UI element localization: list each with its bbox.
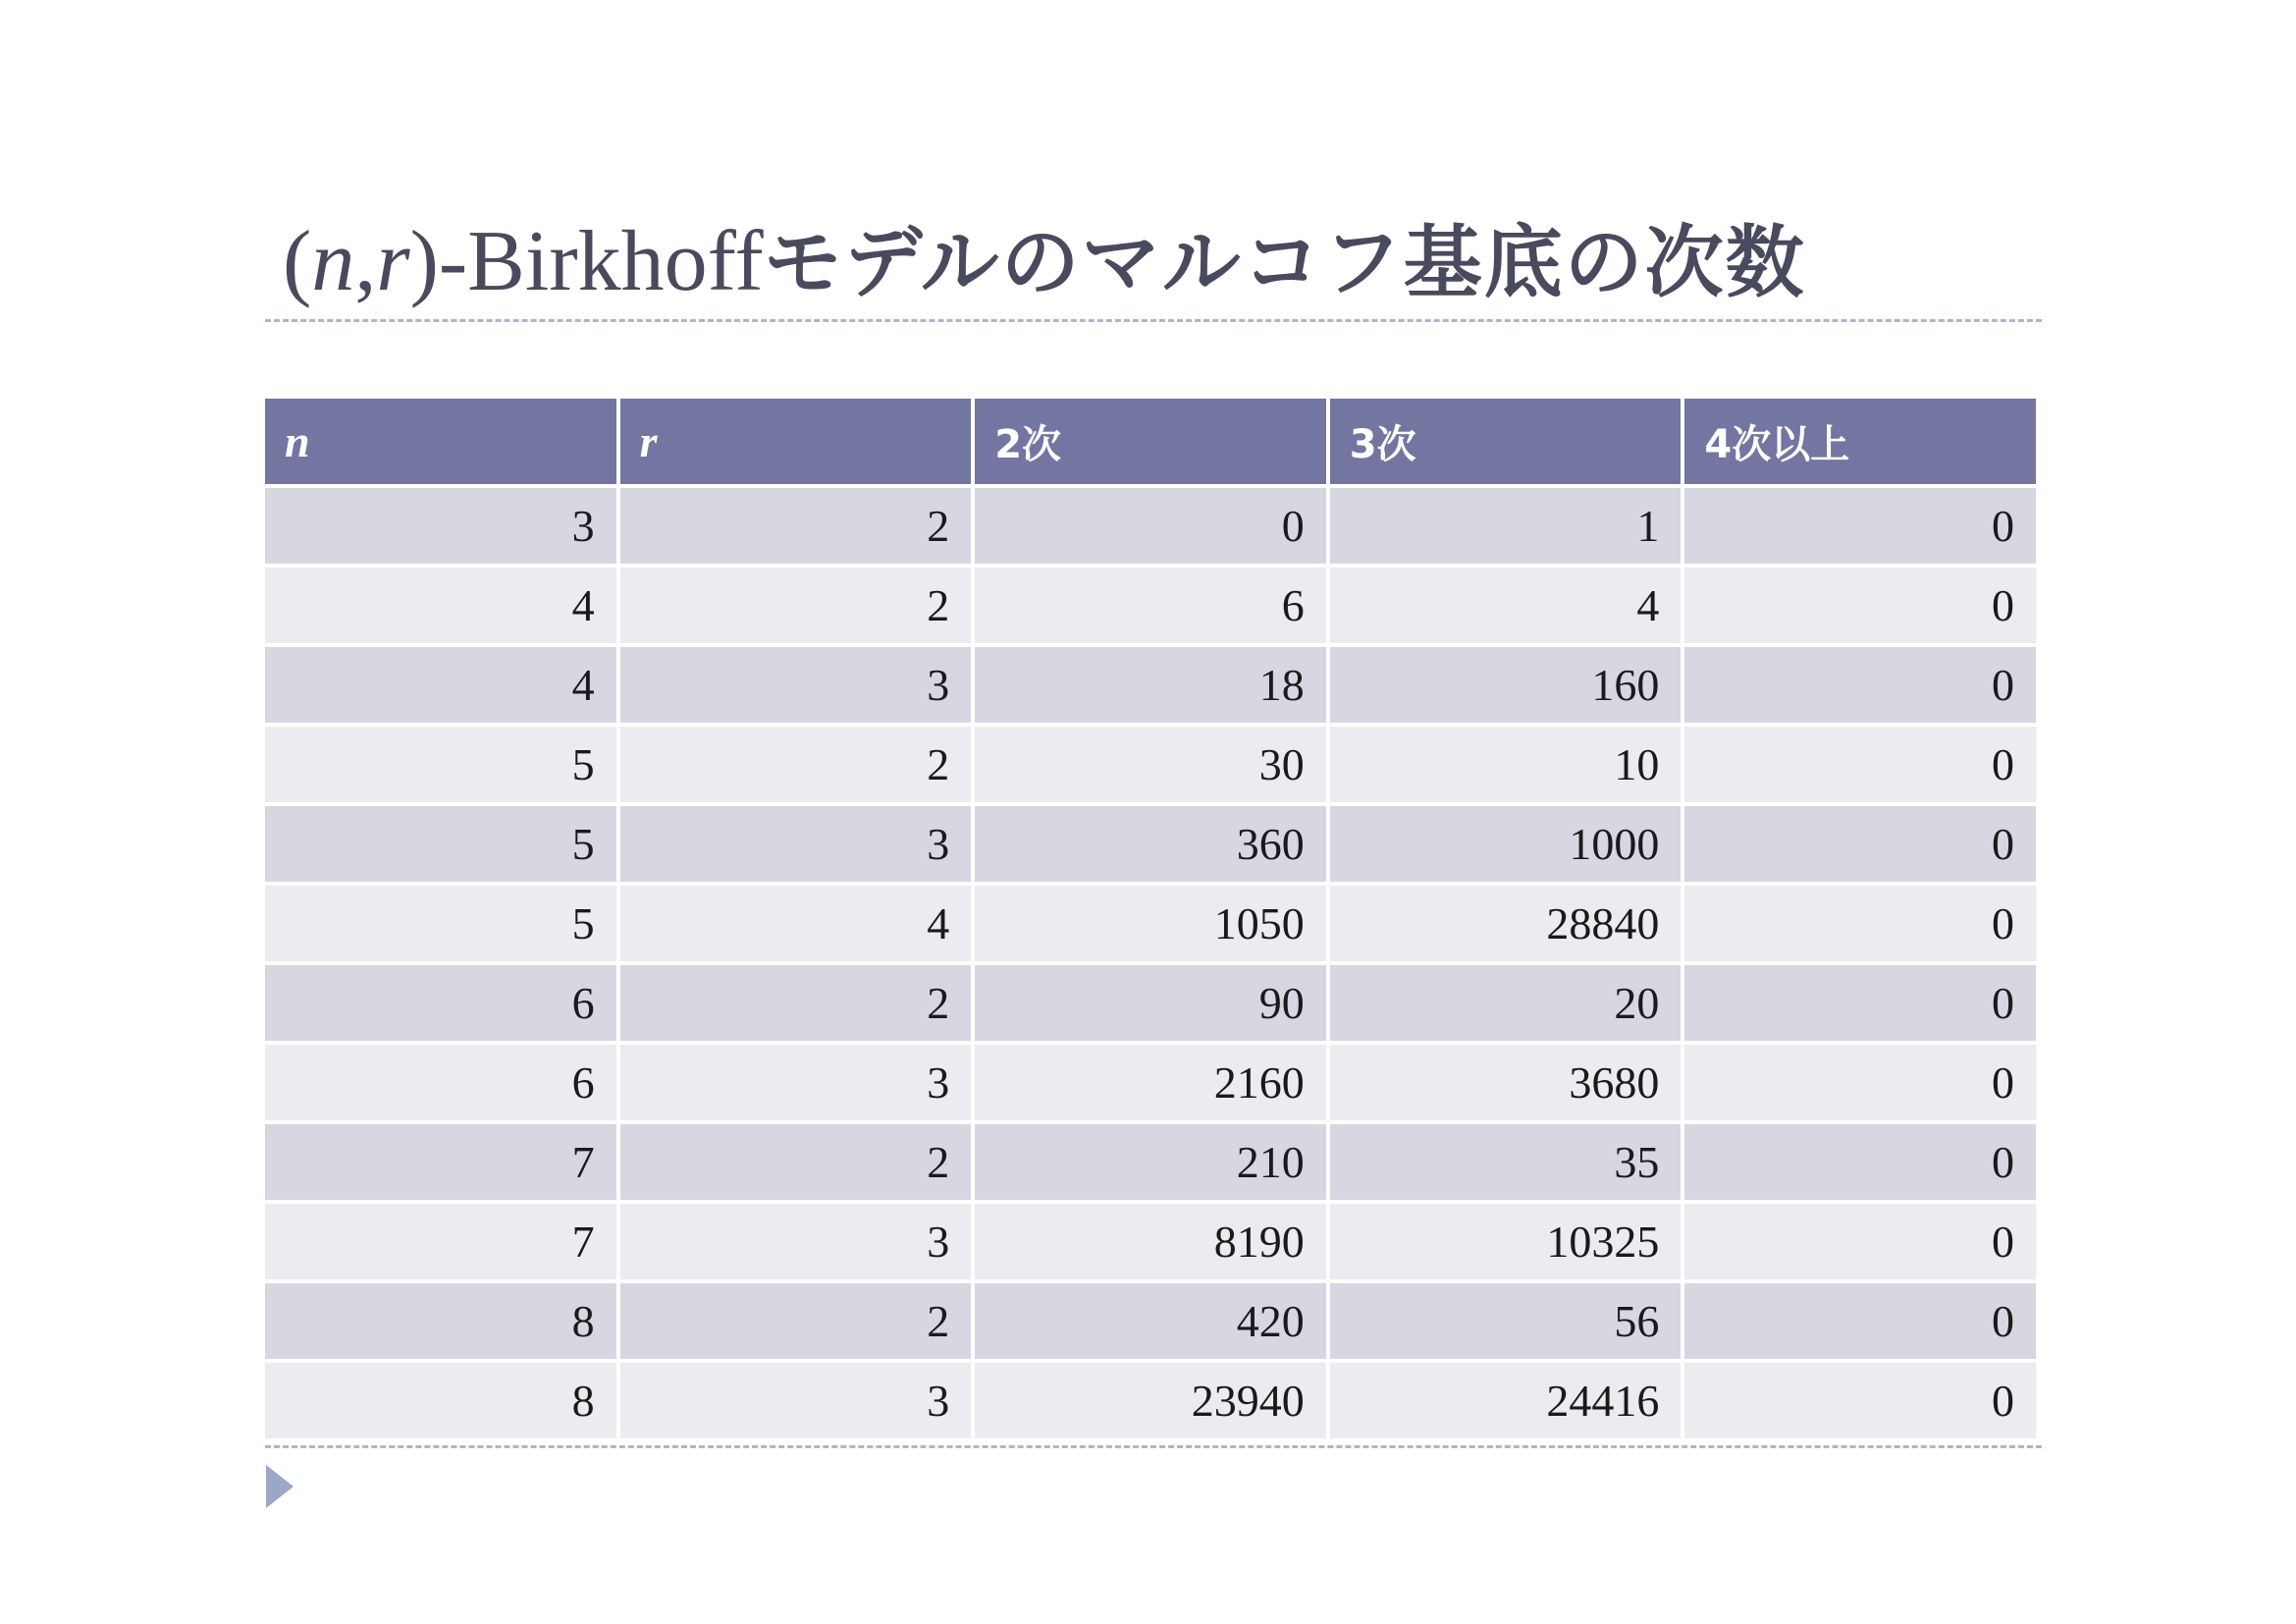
header-r: r xyxy=(620,399,972,484)
cell-degree-2: 18 xyxy=(975,647,1326,723)
title-divider xyxy=(265,319,2042,322)
cell-n: 7 xyxy=(265,1204,616,1279)
cell-n: 8 xyxy=(265,1363,616,1438)
table-row xyxy=(265,806,2036,882)
header-degree-4-plus: 4次以上 xyxy=(1684,399,2036,484)
title-var-r: r xyxy=(376,214,410,309)
table-row xyxy=(265,1124,2036,1200)
header-n: n xyxy=(265,399,616,484)
table-row xyxy=(265,1283,2036,1359)
title-var-n: n xyxy=(311,214,355,309)
page-title xyxy=(283,208,1806,317)
table-row xyxy=(265,647,2036,723)
cell-degree-4-plus: 0 xyxy=(1684,965,2036,1041)
cell-n: 8 xyxy=(265,1283,616,1359)
title-comma: , xyxy=(354,214,377,309)
cell-degree-4-plus: 0 xyxy=(1684,1124,2036,1200)
cell-degree-3: 35 xyxy=(1330,1124,1682,1200)
table-header-row xyxy=(265,399,2036,484)
header-degree-2: 2次 xyxy=(975,399,1326,484)
cell-n: 4 xyxy=(265,568,616,643)
cell-degree-4-plus: 0 xyxy=(1684,727,2036,802)
cell-degree-3: 56 xyxy=(1330,1283,1682,1359)
cell-degree-4-plus: 0 xyxy=(1684,647,2036,723)
cell-degree-2: 30 xyxy=(975,727,1326,802)
cell-n: 6 xyxy=(265,1045,616,1120)
cell-r: 2 xyxy=(620,727,972,802)
title-paren-open: ( xyxy=(283,214,312,309)
cell-r: 3 xyxy=(620,1045,972,1120)
cell-degree-3: 3680 xyxy=(1330,1045,1682,1120)
cell-degree-4-plus: 0 xyxy=(1684,568,2036,643)
header-degree-3: 3次 xyxy=(1330,399,1682,484)
cell-degree-3: 1 xyxy=(1330,488,1682,564)
cell-r: 2 xyxy=(620,1283,972,1359)
table-row xyxy=(265,1363,2036,1438)
cell-degree-2: 23940 xyxy=(975,1363,1326,1438)
cell-r: 2 xyxy=(620,1124,972,1200)
cell-r: 3 xyxy=(620,806,972,882)
footer-divider xyxy=(265,1445,2042,1448)
table-row xyxy=(265,488,2036,564)
cell-degree-4-plus: 0 xyxy=(1684,1204,2036,1279)
cell-r: 3 xyxy=(620,1204,972,1279)
cell-degree-4-plus: 0 xyxy=(1684,806,2036,882)
degree-table xyxy=(261,395,2040,1442)
cell-degree-2: 0 xyxy=(975,488,1326,564)
cell-degree-3: 1000 xyxy=(1330,806,1682,882)
cell-degree-3: 10 xyxy=(1330,727,1682,802)
title-paren-close: ) xyxy=(409,214,439,309)
table-row xyxy=(265,1045,2036,1120)
cell-degree-4-plus: 0 xyxy=(1684,1363,2036,1438)
cell-degree-2: 2160 xyxy=(975,1045,1326,1120)
cell-degree-2: 8190 xyxy=(975,1204,1326,1279)
cell-degree-2: 360 xyxy=(975,806,1326,882)
cell-r: 3 xyxy=(620,1363,972,1438)
cell-r: 3 xyxy=(620,647,972,723)
table-row xyxy=(265,727,2036,802)
title-japanese: モデルのマルコフ基底の次数 xyxy=(763,217,1806,308)
cell-degree-2: 6 xyxy=(975,568,1326,643)
cell-degree-3: 28840 xyxy=(1330,886,1682,961)
title-latin: -Birkhoff xyxy=(438,214,764,309)
cell-degree-4-plus: 0 xyxy=(1684,886,2036,961)
table-row xyxy=(265,886,2036,961)
cell-degree-3: 4 xyxy=(1330,568,1682,643)
cell-n: 5 xyxy=(265,806,616,882)
cell-n: 4 xyxy=(265,647,616,723)
cell-n: 7 xyxy=(265,1124,616,1200)
cell-r: 2 xyxy=(620,488,972,564)
cell-n: 5 xyxy=(265,727,616,802)
table-row xyxy=(265,965,2036,1041)
cell-degree-3: 10325 xyxy=(1330,1204,1682,1279)
cell-n: 3 xyxy=(265,488,616,564)
cell-r: 2 xyxy=(620,568,972,643)
cell-degree-3: 160 xyxy=(1330,647,1682,723)
cell-degree-4-plus: 0 xyxy=(1684,1283,2036,1359)
triangle-right-icon xyxy=(266,1465,294,1508)
table-row xyxy=(265,568,2036,643)
cell-r: 4 xyxy=(620,886,972,961)
cell-degree-3: 20 xyxy=(1330,965,1682,1041)
cell-n: 5 xyxy=(265,886,616,961)
cell-degree-2: 90 xyxy=(975,965,1326,1041)
cell-degree-2: 420 xyxy=(975,1283,1326,1359)
cell-degree-4-plus: 0 xyxy=(1684,488,2036,564)
cell-degree-2: 1050 xyxy=(975,886,1326,961)
cell-degree-2: 210 xyxy=(975,1124,1326,1200)
cell-degree-3: 24416 xyxy=(1330,1363,1682,1438)
table-row xyxy=(265,1204,2036,1279)
cell-n: 6 xyxy=(265,965,616,1041)
table-body xyxy=(265,488,2036,1438)
cell-r: 2 xyxy=(620,965,972,1041)
cell-degree-4-plus: 0 xyxy=(1684,1045,2036,1120)
